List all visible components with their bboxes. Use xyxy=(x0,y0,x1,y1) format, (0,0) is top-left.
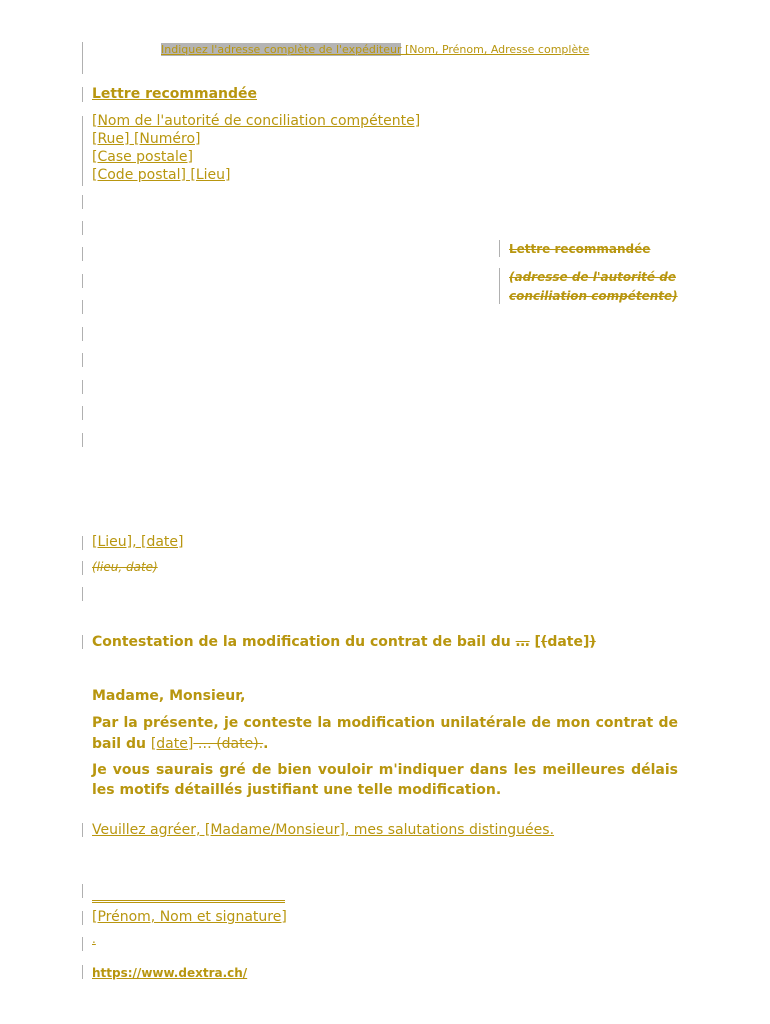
change-bar xyxy=(82,635,83,649)
change-bar xyxy=(82,536,83,550)
change-bar xyxy=(82,937,83,951)
change-bar xyxy=(82,561,83,575)
signature-small: . xyxy=(92,932,96,946)
recipient-po-box: [Case postale] xyxy=(92,149,193,165)
signature-label: [Prénom, Nom et signature] xyxy=(92,909,287,925)
change-bar xyxy=(82,406,83,420)
change-bar xyxy=(82,911,83,925)
deleted-authority-line2: conciliation compétente) xyxy=(509,289,678,303)
sender-rest: [Nom, Prénom, Adresse complète xyxy=(401,43,590,56)
recipient-street: [Rue] [Numéro] xyxy=(92,131,201,147)
change-bar xyxy=(82,965,83,979)
change-bar xyxy=(82,87,83,102)
change-bar xyxy=(82,300,83,314)
dextra-link[interactable]: https://www.dextra.ch/ xyxy=(92,966,248,980)
change-bar xyxy=(499,240,500,257)
deleted-registered-heading: Lettre recommandée xyxy=(509,242,651,256)
signature-separator xyxy=(92,891,285,910)
subject-line: Contestation de la modification du contrat de bail du … [(date]) xyxy=(92,634,596,650)
subject-date: date xyxy=(547,634,583,650)
change-bar xyxy=(82,884,83,898)
change-bar xyxy=(82,247,83,261)
place-date: [Lieu], [date] xyxy=(92,534,184,550)
paragraph-contest: Par la présente, je conteste la modification unilatérale de mon contrat de bail du [date] … (date).. xyxy=(92,715,678,752)
deleted-place-date: (lieu, date) xyxy=(92,560,158,574)
closing-formula: Veuillez agréer, [Madame/Monsieur], mes salutations distinguées. xyxy=(92,822,555,838)
change-bar xyxy=(82,823,83,837)
salutation: Madame, Monsieur, xyxy=(92,688,246,704)
subject-deleted-dots: … xyxy=(515,634,530,650)
subject-text: Contestation de la modification du contrat de bail du xyxy=(92,634,516,650)
change-bar xyxy=(82,587,83,601)
change-bar xyxy=(82,353,83,367)
change-bar xyxy=(82,327,83,341)
change-bar xyxy=(82,195,83,209)
change-bar xyxy=(82,380,83,394)
change-bar xyxy=(82,274,83,288)
change-bar xyxy=(82,116,83,186)
signature-rule xyxy=(92,900,285,903)
deleted-authority-line1: (adresse de l'autorité de xyxy=(509,270,676,284)
paragraph-date-inserted: [date] xyxy=(150,736,194,752)
change-bar xyxy=(82,42,83,74)
registered-letter-heading: Lettre recommandée xyxy=(92,86,257,102)
recipient-authority: [Nom de l'autorité de conciliation compétente] xyxy=(92,113,421,129)
paragraph-request: Je vous saurais gré de bien vouloir m'indiquer dans les meilleures délais les motifs détaillés justifiant une telle modification. xyxy=(92,762,678,798)
sender-line xyxy=(161,43,589,56)
sender-highlighted: Indiquez l'adresse complète de l'expéditeur xyxy=(161,43,402,56)
change-bar xyxy=(499,268,500,304)
paragraph-date-deleted: … (date). xyxy=(193,736,264,752)
recipient-postal-city: [Code postal] [Lieu] xyxy=(92,167,231,183)
change-bar xyxy=(82,221,83,235)
change-bar xyxy=(82,433,83,447)
